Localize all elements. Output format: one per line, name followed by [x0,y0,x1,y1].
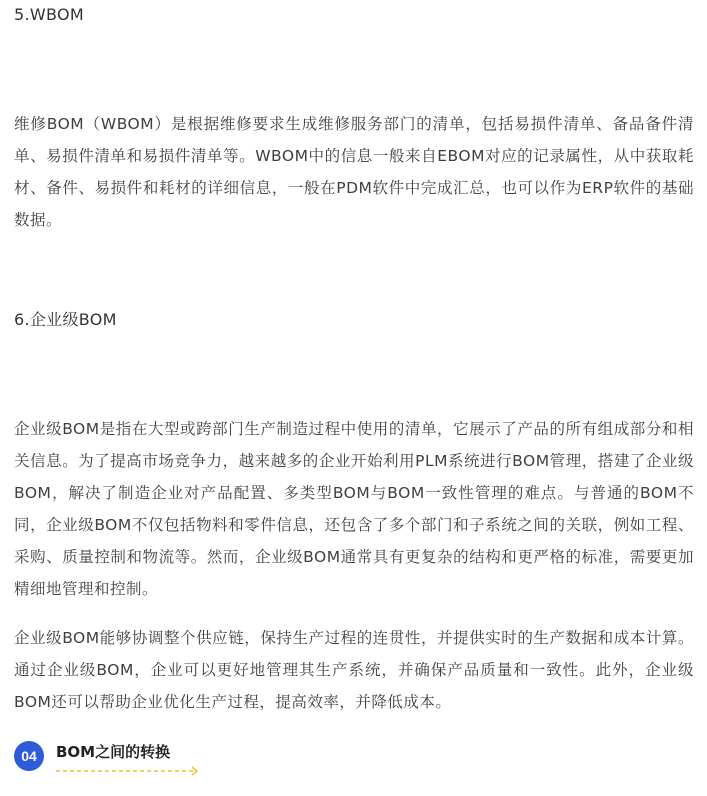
enterprise-bom-paragraph-2: 企业级BOM能够协调整个供应链，保持生产过程的连贯性，并提供实时的生产数据和成本计算。通过企业级BOM，企业可以更好地管理其生产系统，并确保产品质量和一致性。此外，企业级BOM还可以帮助企业优化生产过程，提高效率，并降低成本。 [14,629,694,711]
enterprise-bom-heading: 6.企业级BOM [14,310,117,329]
wbom-heading: 5.WBOM [14,5,84,24]
section-number-badge: 04 [14,741,44,771]
enterprise-bom-paragraph-1: 企业级BOM是指在大型或跨部门生产制造过程中使用的清单，它展示了产品的所有组成部分和相关信息。为了提高市场竞争力，越来越多的企业开始利用PLM系统进行BOM管理，搭建了企业级BOM，解决了制造企业对产品配置、多类型BOM与BOM一致性管理的难点。与普通的BOM不同，企业级BOM不仅包括物料和零件信息，还包含了多个部门和子系统之间的关联，例如工程、采购、质量控制和物流等。然而，企业级BOM通常具有更复杂的结构和更严格的标准，需要更加精细地管理和控制。 [14,420,694,598]
section-header-bom-conversion [14,738,314,778]
section-title: BOM之间的转换 [56,743,171,761]
dashed-arrow-underline [56,766,206,776]
wbom-paragraph: 维修BOM（WBOM）是根据维修要求生成维修服务部门的清单，包括易损件清单、备品备件清单、易损件清单和易损件清单等。WBOM中的信息一般来自EBOM对应的记录属性，从中获取耗材、备件、易损件和耗材的详细信息，一般在PDM软件中完成汇总，也可以作为ERP软件的基础数据。 [14,115,694,229]
